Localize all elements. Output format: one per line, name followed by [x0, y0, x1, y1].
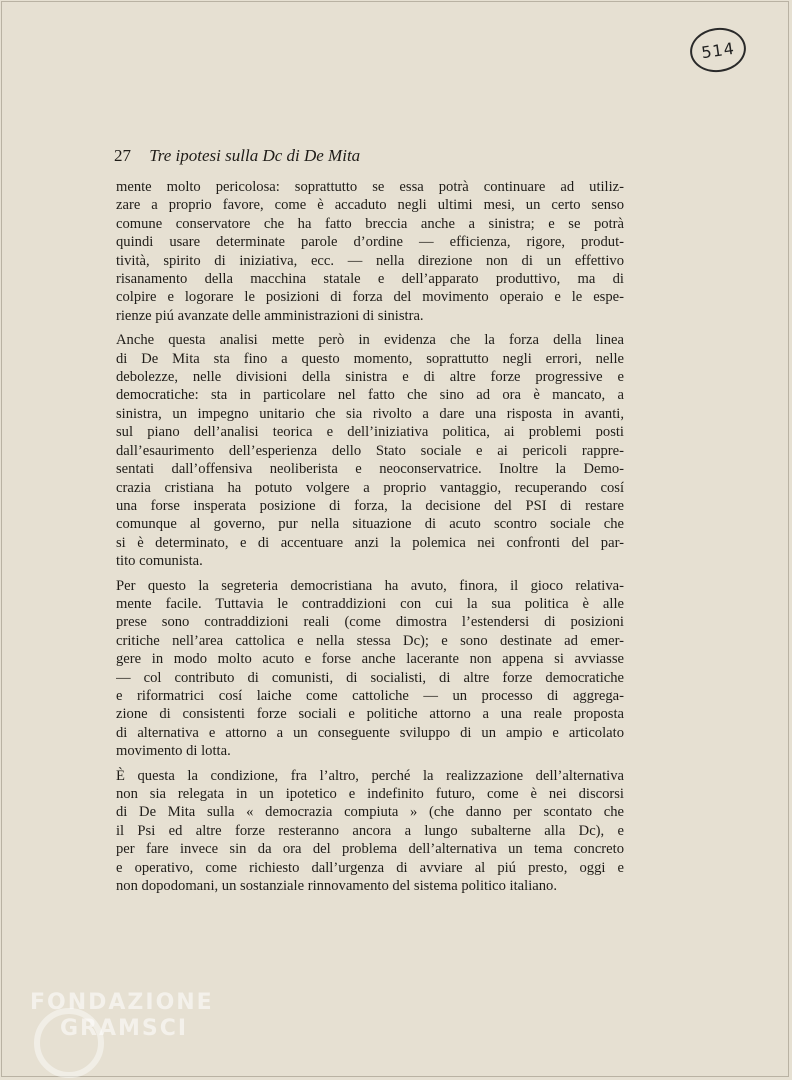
text-line: il Psi ed altre forze resteranno ancora a lungo subalterne alla Dc), e: [116, 822, 624, 839]
paragraph: [116, 577, 624, 761]
text-line: risanamento della macchina statale e dell’apparato produttivo, ma di: [116, 271, 624, 288]
text-line: si è determinato, e di accentuare anzi la polemica nei confronti del par-: [116, 534, 624, 551]
text-line: movimento di lotta.: [116, 743, 231, 760]
watermark-line2: GRAMSCI: [60, 1016, 189, 1041]
text-line: di alternativa e attorno a un conseguente sviluppo di un ampio e articolato: [116, 724, 624, 741]
text-line: debolezze, nelle divisioni della sinistra e di altre forze progressive e: [116, 369, 624, 386]
text-line: Per questo la segreteria democristiana ha avuto, finora, il gioco relativa-: [116, 577, 624, 594]
text-line: comunque al governo, pur nella situazione di acuto scontro sociale che: [116, 516, 624, 533]
watermark-line1: FONDAZIONE: [30, 990, 214, 1015]
paragraph: [116, 331, 624, 570]
running-title: Tre ipotesi sulla Dc di De Mita: [149, 146, 361, 165]
text-line: mente molto pericolosa: soprattutto se essa potrà continuare ad utiliz-: [116, 179, 624, 195]
text-line: È questa la condizione, fra l’altro, perché la realizzazione dell’alternativa: [116, 767, 624, 784]
body-text: [116, 178, 624, 895]
text-line: comune conservatore che ha fatto breccia anche a sinistra; e se potrà: [116, 215, 624, 232]
page-number: 27: [114, 146, 131, 165]
paragraph: [116, 178, 624, 325]
text-line: zare a proprio favore, come è accaduto negli ultimi mesi, un certo senso: [116, 197, 624, 214]
text-line: mente facile. Tuttavia le contraddizioni con cui la sua politica è alle: [116, 595, 624, 612]
text-line: sinistra, un impegno unitario che sia rivolto a dare una risposta in avanti,: [116, 405, 624, 422]
text-line: e operativo, come richiesto dall’urgenza di avviare al piú presto, oggi e: [116, 859, 624, 876]
running-header: [114, 146, 360, 166]
text-line: sentati dall’offensiva neoliberista e neoconservatrice. Inoltre la Demo-: [116, 461, 624, 478]
text-line: di De Mita sta fino a questo momento, soprattutto negli errori, nelle: [116, 350, 624, 367]
text-line: rienze piú avanzate delle amministrazioni di sinistra.: [116, 307, 424, 324]
text-line: tito comunista.: [116, 553, 203, 570]
text-line: sul piano dell’analisi teorica e dell’iniziativa politica, ai problemi posti: [116, 424, 624, 441]
text-line: gere in modo molto acuto e forse anche lacerante non appena si avviasse: [116, 651, 624, 668]
text-line: di De Mita sulla « democrazia compiuta » (che danno per scontato che: [116, 804, 624, 821]
text-line: democratiche: sta in particolare nel fatto che sino ad ora è mancato, a: [116, 387, 624, 404]
text-line: non sia relegata in un ipotetico e indefinito futuro, come è nei discorsi: [116, 786, 624, 802]
paragraph: [116, 767, 624, 896]
text-line: colpire e logorare le posizioni di forza del movimento operaio e le espe-: [116, 289, 624, 306]
text-line: tività, spirito di iniziativa, ecc. — nella direzione non di un effettivo: [116, 252, 624, 269]
watermark: [30, 990, 214, 1042]
text-line: prese sono contraddizioni reali (come dimostra l’estendersi di posizioni: [116, 614, 624, 631]
archive-stamp: 514: [687, 24, 749, 75]
text-line: dall’esaurimento dell’esperienza dello Stato sociale e ai pericoli rappre-: [116, 442, 624, 459]
text-line: Anche questa analisi mette però in evidenza che la forza della linea: [116, 332, 624, 349]
text-line: critiche nell’area cattolica e nella stessa Dc); e sono destinate ad emer-: [116, 632, 624, 649]
text-line: zione di consistenti forze sociali e politiche attorno a una reale proposta: [116, 706, 624, 723]
text-line: una forse insperata posizione di forza, la decisione del PSI di restare: [116, 497, 624, 514]
text-line: non dopodomani, un sostanziale rinnovamento del sistema politico italiano.: [116, 878, 557, 895]
text-line: e riformatrici cosí laiche come cattoliche — un processo di aggrega-: [116, 687, 624, 704]
text-line: crazia cristiana ha potuto volgere a proprio vantaggio, recuperando cosí: [116, 479, 624, 496]
text-line: — col contributo di comunisti, di socialisti, di altre forze democratiche: [116, 669, 624, 686]
text-line: per fare invece sin da ora del problema dell’alternativa un tema concreto: [116, 841, 624, 858]
text-line: quindi usare determinate parole d’ordine — efficienza, rigore, produt-: [116, 234, 624, 251]
